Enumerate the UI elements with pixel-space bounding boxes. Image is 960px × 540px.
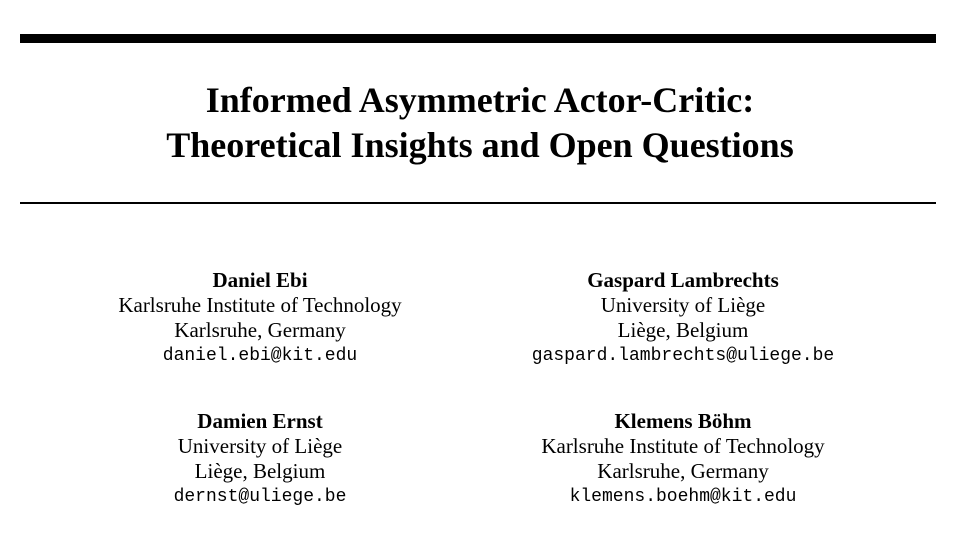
author-location: Karlsruhe, Germany: [174, 318, 346, 342]
author-block-gaspard-lambrechts: [473, 268, 893, 370]
author-location: Karlsruhe, Germany: [597, 459, 769, 483]
author-affiliation: Karlsruhe Institute of Technology: [118, 293, 402, 317]
author-affiliation: University of Liège: [600, 293, 766, 317]
paper-title: [0, 78, 960, 168]
author-name: Klemens Böhm: [614, 409, 752, 433]
paper-title-line-1: Informed Asymmetric Actor-Critic:: [205, 80, 755, 120]
author-email: dernst@uliege.be: [173, 487, 347, 507]
author-name: Daniel Ebi: [212, 268, 308, 292]
author-name: Damien Ernst: [197, 409, 323, 433]
author-affiliation: Karlsruhe Institute of Technology: [541, 434, 825, 458]
top-rule: [20, 34, 936, 43]
author-email: klemens.boehm@kit.edu: [569, 487, 797, 507]
author-location: Liège, Belgium: [194, 459, 326, 483]
author-block-klemens-bohm: [473, 409, 893, 511]
author-name: Gaspard Lambrechts: [587, 268, 779, 292]
author-block-daniel-ebi: [50, 268, 470, 370]
title-bottom-rule: [20, 202, 936, 204]
author-affiliation: University of Liège: [177, 434, 343, 458]
author-location: Liège, Belgium: [617, 318, 749, 342]
author-email: gaspard.lambrechts@uliege.be: [531, 346, 835, 366]
paper-title-line-2: Theoretical Insights and Open Questions: [166, 125, 794, 165]
author-email: daniel.ebi@kit.edu: [162, 346, 358, 366]
author-block-damien-ernst: [50, 409, 470, 511]
